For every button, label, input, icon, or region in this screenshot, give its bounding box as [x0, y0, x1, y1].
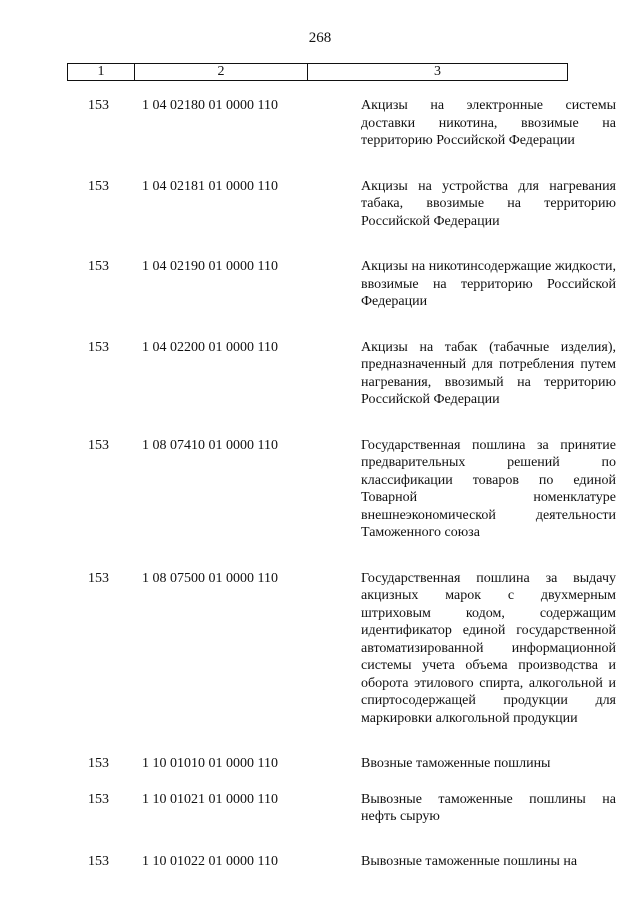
table-row — [0, 97, 640, 150]
income-description: Акцизы на табак (табачные изделия), предназначенный для потребления путем нагревания, ввозимый на территорию Российской Федерации — [361, 339, 616, 407]
income-description: Акцизы на устройства для нагревания табака, ввозимые на территорию Российской Федерации — [361, 178, 616, 229]
budget-classification-code: 1 04 02190 01 0000 110 — [142, 259, 278, 274]
budget-classification-code: 1 04 02181 01 0000 110 — [142, 178, 278, 194]
table-row — [0, 791, 640, 826]
budget-classification-code: 1 10 01010 01 0000 110 — [142, 756, 278, 771]
table-row — [0, 853, 640, 871]
budget-classification-code: 1 04 02180 01 0000 110 — [142, 98, 278, 113]
page-number: 268 — [308, 30, 332, 46]
admin-code: 153 — [88, 259, 109, 274]
budget-classification-code: 1 08 07500 01 0000 110 — [142, 570, 278, 586]
admin-code: 153 — [88, 756, 109, 771]
income-description: Ввозные таможенные пошлины — [361, 756, 551, 771]
admin-code: 153 — [88, 339, 109, 355]
column-number-3: 3 — [434, 64, 441, 79]
admin-code: 153 — [88, 853, 109, 869]
income-description: Государственная пошлина за принятие предварительных решений по классификации товаров по единой Товарной номенклатуре внешнеэкономической деятельности Таможенного союза — [361, 437, 616, 540]
admin-code: 153 — [88, 178, 109, 194]
income-description: Вывозные таможенные пошлины на нефть сырую — [361, 791, 616, 824]
table-row — [0, 178, 640, 231]
admin-code: 153 — [88, 437, 109, 453]
admin-code: 153 — [88, 791, 109, 807]
admin-code: 153 — [88, 570, 109, 586]
table-column-header — [67, 63, 568, 81]
admin-code: 153 — [88, 98, 109, 113]
column-number-2: 2 — [135, 64, 308, 80]
budget-classification-code: 1 10 01022 01 0000 110 — [142, 853, 278, 869]
table-row — [0, 258, 640, 311]
income-description: Акцизы на никотинсодержащие жидкости, ввозимые на территорию Российской Федерации — [361, 259, 616, 309]
table-row — [0, 339, 640, 409]
income-description: Вывозные таможенные пошлины на — [361, 853, 578, 869]
budget-classification-code: 1 10 01021 01 0000 110 — [142, 791, 278, 807]
table-row — [0, 755, 640, 773]
table-row — [0, 570, 640, 728]
income-description: Акцизы на электронные системы доставки никотина, ввозимые на территорию Российской Федерации — [361, 98, 616, 148]
budget-classification-code: 1 04 02200 01 0000 110 — [142, 339, 278, 355]
income-description: Государственная пошлина за выдачу акцизных марок с двухмерным штриховым кодом, содержащим идентификатор единой государственной автоматизированной информационной системы учета объема производства и оборота этилового спирта, алкогольной и спиртосодержащей продукции для маркировки алкогольной продукции — [361, 570, 616, 726]
budget-classification-code: 1 08 07410 01 0000 110 — [142, 437, 278, 453]
table-body — [0, 97, 640, 870]
table-row — [0, 437, 640, 542]
column-number-1: 1 — [68, 64, 135, 80]
